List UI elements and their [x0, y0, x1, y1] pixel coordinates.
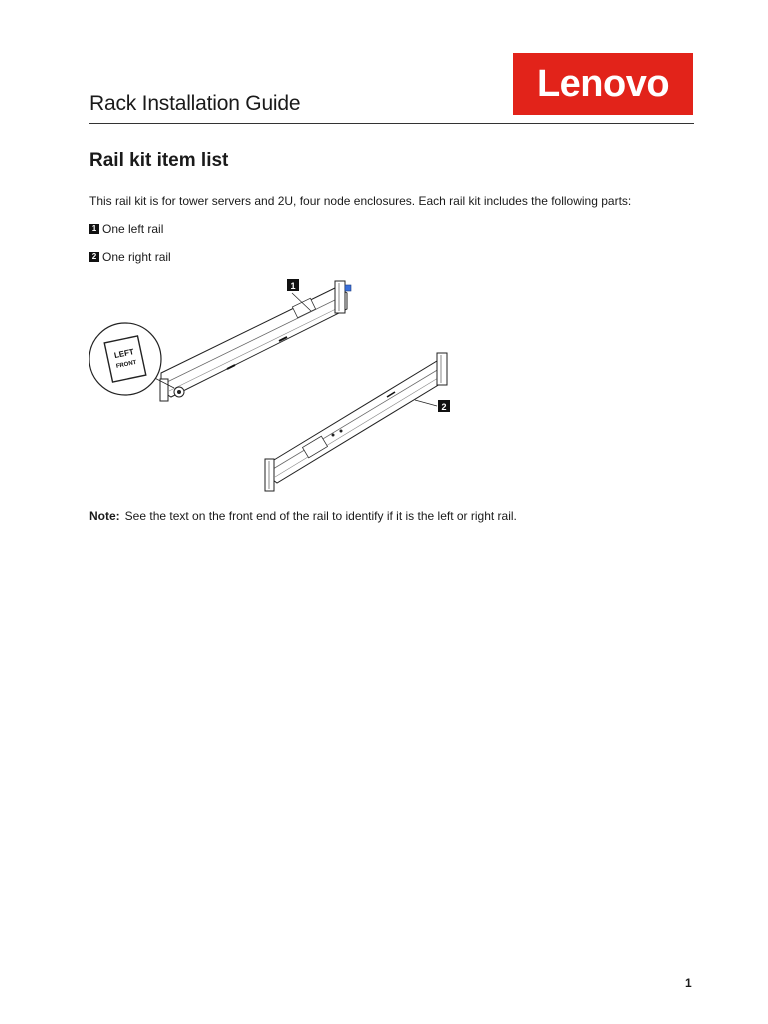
note	[89, 509, 517, 523]
lenovo-logo	[513, 53, 693, 115]
logo-text: Lenovo	[536, 62, 670, 105]
part-label: One right rail	[102, 250, 171, 264]
page-number: 1	[685, 976, 692, 990]
callout-badge: 1	[89, 224, 99, 234]
part-item-left-rail	[89, 222, 163, 236]
part-item-right-rail	[89, 250, 171, 264]
callout-badge: 2	[89, 252, 99, 262]
intro-text: This rail kit is for tower servers and 2U, four node enclosures. Each rail kit includes the following parts:	[89, 194, 632, 208]
right-rail-drawing	[265, 353, 447, 491]
part-label: One left rail	[102, 222, 164, 236]
left-rail-drawing	[160, 281, 351, 401]
figure-callout-1-text: 1	[290, 281, 296, 291]
figure-callout-2-text: 2	[441, 402, 447, 412]
document-title: Rack Installation Guide	[89, 92, 301, 115]
header-divider	[89, 123, 694, 124]
figure-callout-1	[287, 279, 299, 291]
figure-callout-2	[438, 400, 450, 412]
note-text: See the text on the front end of the rail to identify if it is the left or right rail.	[124, 509, 517, 523]
inset-label-line2: FRONT	[115, 359, 137, 370]
rail-kit-illustration	[89, 275, 454, 495]
inset-label-line1: LEFT	[113, 347, 135, 361]
section-heading: Rail kit item list	[89, 150, 229, 171]
note-label: Note:	[89, 509, 120, 523]
